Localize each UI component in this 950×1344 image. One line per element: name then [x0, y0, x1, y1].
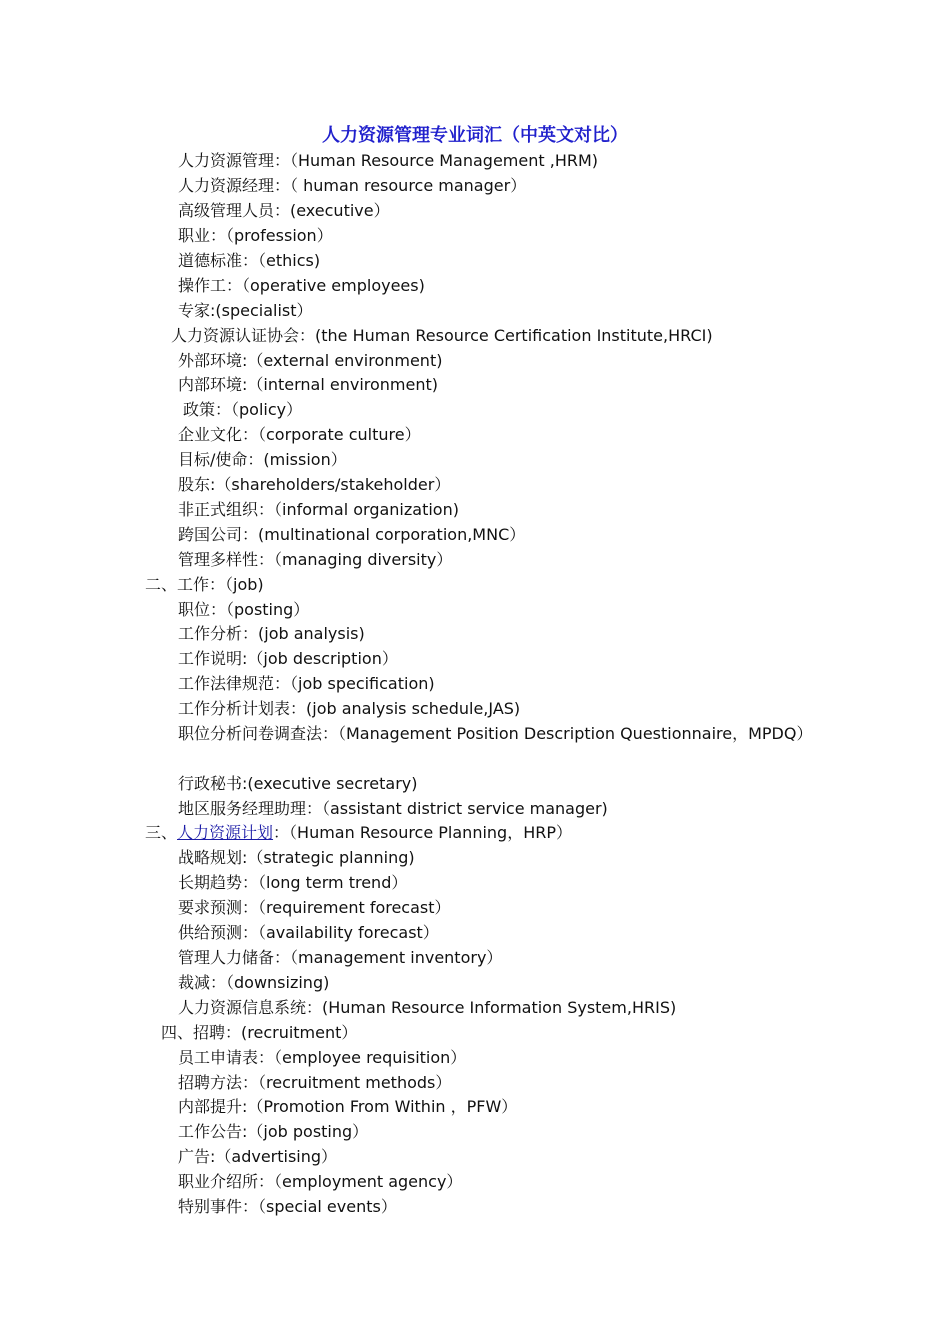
- section-heading: 二、工作：（job): [145, 575, 264, 594]
- term-line: 广告:（advertising）: [178, 1147, 338, 1166]
- term-line: 人力资源经理：（ human resource manager）: [178, 176, 527, 195]
- term-line: 职业介绍所：（employment agency）: [178, 1172, 463, 1191]
- term-line: 职位分析问卷调查法：（Management Position Description Questionnaire，MPDQ）: [178, 724, 813, 743]
- term-line: 裁减：（downsizing): [178, 973, 330, 992]
- section-heading: 四、招聘：(recruitment）: [161, 1023, 358, 1042]
- section-number: 三、: [145, 823, 178, 842]
- section-heading: [145, 821, 572, 845]
- term-line: 特别事件：（special events）: [178, 1197, 397, 1216]
- term-line: 政策：（policy）: [183, 400, 303, 419]
- term-line: 工作法律规范：（job specification): [178, 674, 435, 693]
- section-title-suffix: ：（Human Resource Planning，HRP）: [273, 823, 573, 842]
- term-line: 长期趋势：（long term trend）: [178, 873, 408, 892]
- term-line: 供给预测：（availability forecast）: [178, 923, 439, 942]
- term-line: 工作公告:（job posting）: [178, 1122, 369, 1141]
- term-line: 行政秘书:(executive secretary): [178, 774, 418, 793]
- term-line: 目标/使命：(mission）: [178, 450, 347, 469]
- term-line: 管理多样性：（managing diversity）: [178, 550, 453, 569]
- term-line: 工作分析计划表：(job analysis schedule,JAS): [178, 699, 521, 718]
- term-line: 操作工：（operative employees): [178, 276, 425, 295]
- term-line: 人力资源认证协会：(the Human Resource Certification Institute,HRCI): [171, 326, 713, 345]
- term-line: 工作说明:（job description）: [178, 649, 398, 668]
- hr-planning-link[interactable]: 人力资源计划: [177, 823, 274, 842]
- term-line: 外部环境:（external environment): [178, 351, 443, 370]
- term-line: 招聘方法：（recruitment methods）: [178, 1073, 452, 1092]
- term-line: 内部环境:（internal environment): [178, 375, 439, 394]
- term-line: 管理人力储备：（management inventory）: [178, 948, 503, 967]
- term-line: 内部提升:（Promotion From Within ，PFW）: [178, 1097, 518, 1116]
- term-line: 地区服务经理助理：（assistant district service manager): [178, 799, 608, 818]
- term-line: 企业文化：（corporate culture）: [178, 425, 421, 444]
- term-line: 非正式组织：（informal organization): [178, 500, 459, 519]
- term-line: 员工申请表：（employee requisition）: [178, 1048, 467, 1067]
- term-line: 职位：（posting）: [178, 600, 310, 619]
- term-line: 战略规划:（strategic planning): [178, 848, 415, 867]
- document-title: 人力资源管理专业词汇（中英文对比）: [322, 125, 628, 146]
- term-line: 职业：（profession）: [178, 226, 333, 245]
- term-line: 高级管理人员：(executive）: [178, 201, 390, 220]
- term-line: 股东:（shareholders/stakeholder）: [178, 475, 451, 494]
- term-line: 人力资源信息系统：(Human Resource Information System,HRIS): [178, 998, 677, 1017]
- term-line: 人力资源管理：（Human Resource Management ,HRM): [178, 151, 599, 170]
- term-line: 道德标准：（ethics): [178, 251, 321, 270]
- term-line: 要求预测：（requirement forecast）: [178, 898, 451, 917]
- term-line: 专家:(specialist）: [178, 301, 313, 320]
- term-line: 跨国公司：(multinational corporation,MNC）: [178, 525, 526, 544]
- term-line: 工作分析：(job analysis): [178, 624, 365, 643]
